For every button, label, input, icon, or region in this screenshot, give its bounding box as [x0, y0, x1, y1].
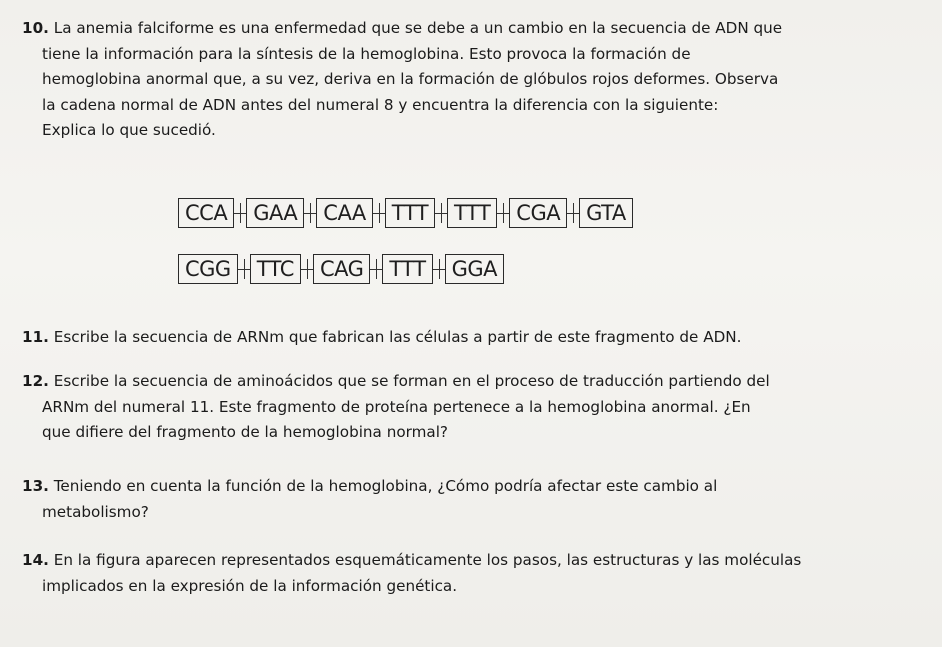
dna-chain-normal	[178, 198, 633, 228]
codon-box: GTA	[579, 198, 633, 228]
question-13-text-1: Teniendo en cuenta la función de la hemoglobina, ¿Cómo podría afectar este cambio al	[53, 477, 718, 495]
codon-link	[567, 207, 579, 219]
codon-link	[435, 207, 447, 219]
codon-link	[304, 207, 316, 219]
codon-box: GAA	[246, 198, 304, 228]
codon-box: TTT	[447, 198, 497, 228]
question-10-line-3	[22, 67, 922, 93]
question-11-text: Escribe la secuencia de ARNm que fabrican las células a partir de este fragmento de ADN.	[53, 328, 742, 346]
question-14-text-2: implicados en la expresión de la información genética.	[42, 576, 458, 595]
question-13	[22, 474, 922, 525]
question-11-number: 11.	[22, 328, 49, 346]
question-11-line-1	[22, 325, 922, 351]
codon-box: CAA	[316, 198, 372, 228]
question-12-text-2: ARNm del numeral 11. Este fragmento de proteína pertenece a la hemoglobina anormal. ¿En	[42, 397, 751, 416]
question-11	[22, 325, 922, 351]
codon-link	[497, 207, 509, 219]
question-12-number: 12.	[22, 372, 49, 390]
question-10-line-1	[22, 16, 922, 42]
codon-link	[238, 263, 250, 275]
question-10-text-2: tiene la información para la síntesis de la hemoglobina. Esto provoca la formación de	[42, 44, 691, 63]
codon-box: TTC	[250, 254, 301, 284]
question-10	[22, 16, 922, 144]
question-10-line-2	[22, 42, 922, 68]
question-14-number: 14.	[22, 551, 49, 569]
codon-link	[373, 207, 385, 219]
codon-box: TTT	[385, 198, 435, 228]
codon-link	[234, 207, 246, 219]
question-10-text-5: Explica lo que sucedió.	[42, 121, 216, 139]
codon-box: CCA	[178, 198, 234, 228]
dna-chain-altered	[178, 254, 504, 284]
question-10-text-4: la cadena normal de ADN antes del numeral 8 y encuentra la diferencia con la siguiente:	[42, 95, 719, 114]
question-13-text-2: metabolismo?	[42, 502, 149, 521]
question-14	[22, 548, 922, 599]
question-13-number: 13.	[22, 477, 49, 495]
question-13-line-1	[22, 474, 922, 500]
question-10-number: 10.	[22, 19, 49, 37]
question-10-line-5	[22, 118, 922, 144]
codon-box: GGA	[445, 254, 504, 284]
question-12-line-1	[22, 369, 922, 395]
question-10-text-3: hemoglobina anormal que, a su vez, deriva en la formación de glóbulos rojos deformes. Observa	[42, 70, 779, 88]
codon-link	[301, 263, 313, 275]
question-14-line-1	[22, 548, 922, 574]
question-10-line-4	[22, 93, 922, 119]
codon-link	[433, 263, 445, 275]
codon-box: TTT	[382, 254, 432, 284]
question-12	[22, 369, 922, 446]
question-12-text-3: que difiere del fragmento de la hemoglobina normal?	[42, 423, 448, 441]
question-12-text-1: Escribe la secuencia de aminoácidos que se forman en el proceso de traducción partiendo del	[53, 372, 770, 390]
codon-box: CAG	[313, 254, 370, 284]
codon-box: CGA	[509, 198, 567, 228]
codon-link	[370, 263, 382, 275]
codon-box: CGG	[178, 254, 238, 284]
question-10-text-1: La anemia falciforme es una enfermedad que se debe a un cambio en la secuencia de ADN que	[53, 19, 783, 37]
question-14-text-1: En la figura aparecen representados esquemáticamente los pasos, las estructuras y las moléculas	[53, 551, 802, 569]
